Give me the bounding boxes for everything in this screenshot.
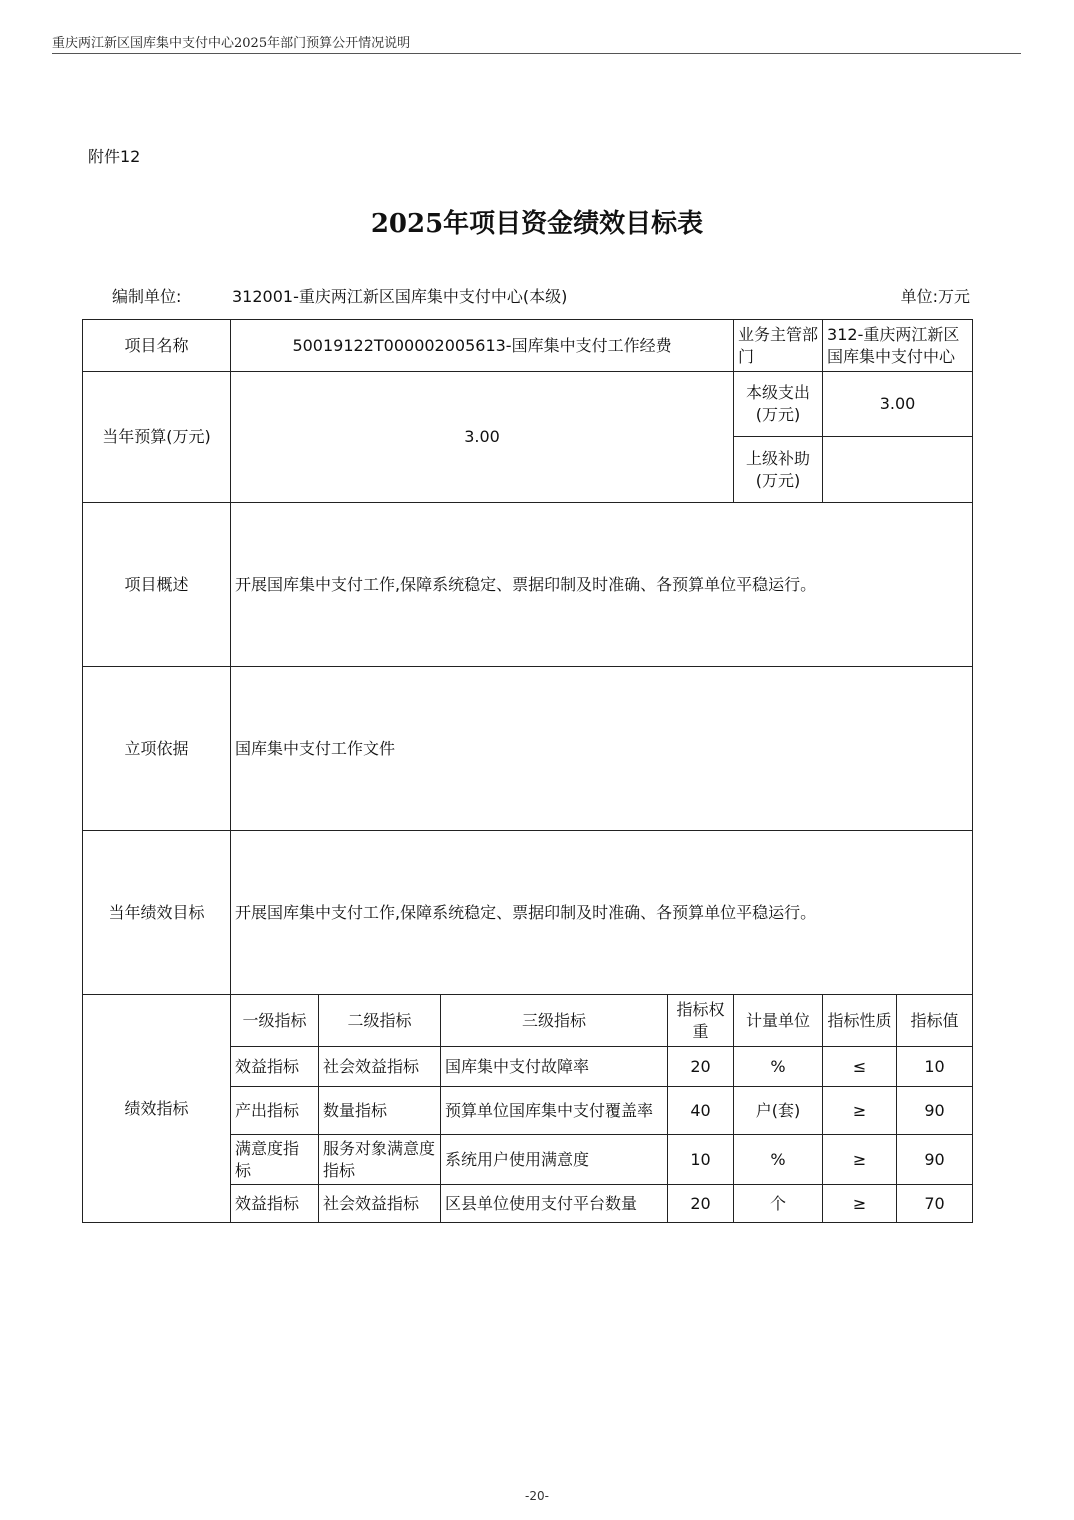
dept-label: 业务主管部门 — [734, 320, 823, 372]
indicator-value: 70 — [897, 1185, 973, 1223]
overview-value: 开展国库集中支付工作,保障系统稳定、票据印制及时准确、各预算单位平稳运行。 — [231, 503, 973, 667]
compiling-unit-value: 312001-重庆两江新区国库集中支付中心(本级) — [232, 287, 568, 306]
header-divider — [52, 53, 1021, 54]
running-header: 重庆两江新区国库集中支付中心2025年部门预算公开情况说明 — [52, 36, 411, 51]
indicator-nature: ≥ — [823, 1135, 897, 1185]
indicator-header: 计量单位 — [734, 995, 823, 1047]
indicators-label: 绩效指标 — [83, 995, 231, 1223]
indicator-value: 10 — [897, 1047, 973, 1087]
indicator-unit: 个 — [734, 1185, 823, 1223]
goal-label: 当年绩效目标 — [83, 831, 231, 995]
own-expense-label: 本级支出(万元) — [734, 372, 823, 437]
indicator-unit: % — [734, 1047, 823, 1087]
indicator-level2: 社会效益指标 — [319, 1047, 441, 1087]
attachment-label: 附件12 — [88, 147, 141, 166]
indicator-level2: 社会效益指标 — [319, 1185, 441, 1223]
indicator-nature: ≤ — [823, 1047, 897, 1087]
indicator-level3: 系统用户使用满意度 — [441, 1135, 668, 1185]
indicator-header: 指标性质 — [823, 995, 897, 1047]
indicator-header: 指标值 — [897, 995, 973, 1047]
indicator-level3: 区县单位使用支付平台数量 — [441, 1185, 668, 1223]
overview-label: 项目概述 — [83, 503, 231, 667]
project-name-label: 项目名称 — [83, 320, 231, 372]
indicator-header: 指标权重 — [668, 995, 734, 1047]
indicator-nature: ≥ — [823, 1185, 897, 1223]
indicator-value: 90 — [897, 1135, 973, 1185]
compiling-unit-label: 编制单位: — [112, 287, 182, 306]
basis-value: 国库集中支付工作文件 — [231, 667, 973, 831]
budget-value: 3.00 — [231, 372, 734, 503]
indicator-header: 二级指标 — [319, 995, 441, 1047]
indicator-value: 90 — [897, 1087, 973, 1135]
indicator-level2: 服务对象满意度指标 — [319, 1135, 441, 1185]
project-name-value: 50019122T000002005613-国库集中支付工作经费 — [231, 320, 734, 372]
goal-value: 开展国库集中支付工作,保障系统稳定、票据印制及时准确、各预算单位平稳运行。 — [231, 831, 973, 995]
indicator-level3: 预算单位国库集中支付覆盖率 — [441, 1087, 668, 1135]
indicator-weight: 20 — [668, 1185, 734, 1223]
page-number: -20- — [525, 1489, 549, 1503]
budget-label: 当年预算(万元) — [83, 372, 231, 503]
subsidy-label: 上级补助(万元) — [734, 437, 823, 503]
indicator-weight: 10 — [668, 1135, 734, 1185]
indicator-level3: 国库集中支付故障率 — [441, 1047, 668, 1087]
performance-target-table — [82, 319, 973, 1223]
indicator-weight: 40 — [668, 1087, 734, 1135]
indicator-level1: 效益指标 — [231, 1047, 319, 1087]
indicator-weight: 20 — [668, 1047, 734, 1087]
indicator-level2: 数量指标 — [319, 1087, 441, 1135]
indicator-header: 一级指标 — [231, 995, 319, 1047]
page-title: 2025年项目资金绩效目标表 — [370, 209, 704, 239]
subsidy-value — [823, 437, 973, 503]
indicator-unit: 户(套) — [734, 1087, 823, 1135]
basis-label: 立项依据 — [83, 667, 231, 831]
own-expense-value: 3.00 — [823, 372, 973, 437]
indicator-level1: 效益指标 — [231, 1185, 319, 1223]
indicator-level1: 产出指标 — [231, 1087, 319, 1135]
dept-value: 312-重庆两江新区国库集中支付中心 — [823, 320, 973, 372]
indicator-level1: 满意度指标 — [231, 1135, 319, 1185]
indicator-nature: ≥ — [823, 1087, 897, 1135]
indicator-header: 三级指标 — [441, 995, 668, 1047]
currency-unit: 单位:万元 — [900, 287, 970, 306]
indicator-unit: % — [734, 1135, 823, 1185]
